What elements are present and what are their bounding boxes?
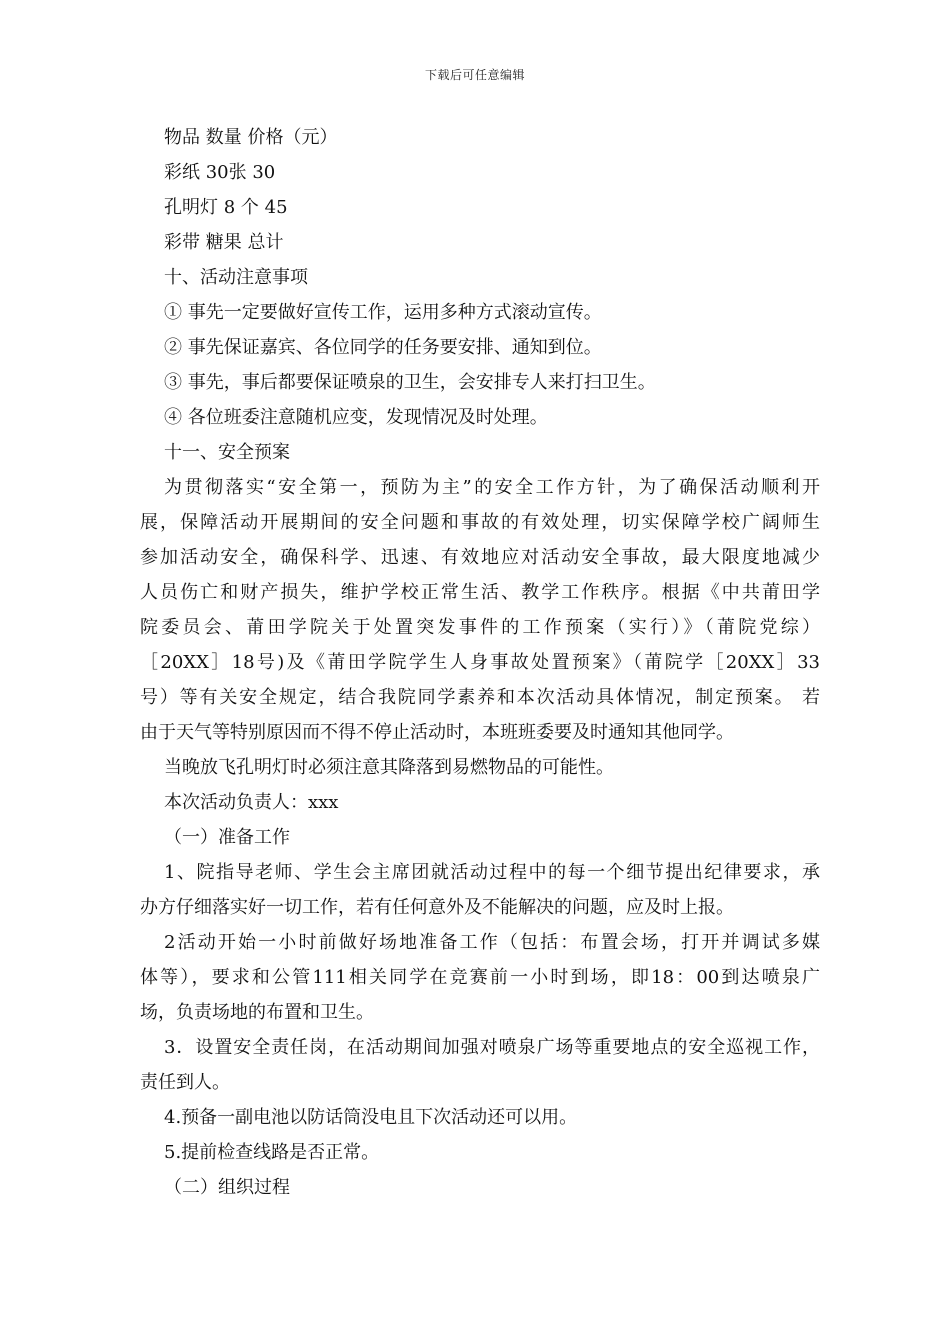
text-line: 2活动开始一小时前做好场地准备工作（包括：布置会场，打开并调试多媒	[164, 932, 820, 953]
document-body	[140, 120, 820, 1205]
text-line: 院委员会、莆田学院关于处置突发事件的工作预案（实行）》（莆院党综）	[140, 617, 820, 638]
text-line: 体等），要求和公管111相关同学在竞赛前一小时到场，即18：00到达喷泉广	[140, 967, 820, 988]
text-line: ① 事先一定要做好宣传工作，运用多种方式滚动宣传。	[164, 302, 602, 323]
text-line: 物品 数量 价格（元）	[164, 127, 338, 148]
text-line: 展，保障活动开展期间的安全问题和事故的有效处理，切实保障学校广阔师生	[140, 512, 820, 533]
page-header-note: 下载后可任意编辑	[424, 68, 525, 82]
text-line: 5.提前检查线路是否正常。	[164, 1142, 380, 1163]
text-line: 人员伤亡和财产损失，维护学校正常生活、教学工作秩序。根据《中共莆田学	[140, 582, 820, 603]
text-line: 彩带 糖果 总计	[164, 232, 284, 253]
text-line: 孔明灯 8 个 45	[164, 197, 288, 218]
text-line: 责任到人。	[140, 1072, 230, 1093]
text-line: （一）准备工作	[164, 827, 290, 848]
text-line: 由于天气等特别原因而不得不停止活动时，本班班委要及时通知其他同学。	[140, 722, 734, 743]
text-line: 十、活动注意事项	[164, 267, 308, 288]
text-line: 彩纸 30张 30	[164, 162, 276, 183]
text-line: 参加活动安全，确保科学、迅速、有效地应对活动安全事故，最大限度地减少	[140, 547, 820, 568]
text-line: 1、院指导老师、学生会主席团就活动过程中的每一个细节提出纪律要求，承	[164, 862, 820, 883]
text-line: （二）组织过程	[164, 1177, 290, 1198]
text-line: 十一、安全预案	[164, 442, 290, 463]
text-line: 3．设置安全责任岗，在活动期间加强对喷泉广场等重要地点的安全巡视工作，	[164, 1037, 820, 1058]
text-line: 4.预备一副电池以防话筒没电且下次活动还可以用。	[164, 1107, 578, 1128]
text-line: ④ 各位班委注意随机应变，发现情况及时处理。	[164, 407, 548, 428]
text-line: 当晚放飞孔明灯时必须注意其降落到易燃物品的可能性。	[164, 757, 614, 778]
text-line: ③ 事先，事后都要保证喷泉的卫生，会安排专人来打扫卫生。	[164, 372, 656, 393]
text-line: ［20XX］18号)及《莆田学院学生人身事故处置预案》（莆院学［20XX］33	[140, 652, 820, 673]
text-line: 本次活动负责人：xxx	[164, 792, 339, 813]
text-line: 为贯彻落实“安全第一，预防为主”的安全工作方针，为了确保活动顺利开	[164, 477, 820, 498]
text-line: 场，负责场地的布置和卫生。	[140, 1002, 374, 1023]
text-line: 号）等有关安全规定，结合我院同学素养和本次活动具体情况，制定预案。 若	[140, 687, 820, 708]
text-line: ② 事先保证嘉宾、各位同学的任务要安排、通知到位。	[164, 337, 602, 358]
text-line: 办方仔细落实好一切工作，若有任何意外及不能解决的问题，应及时上报。	[140, 897, 734, 918]
